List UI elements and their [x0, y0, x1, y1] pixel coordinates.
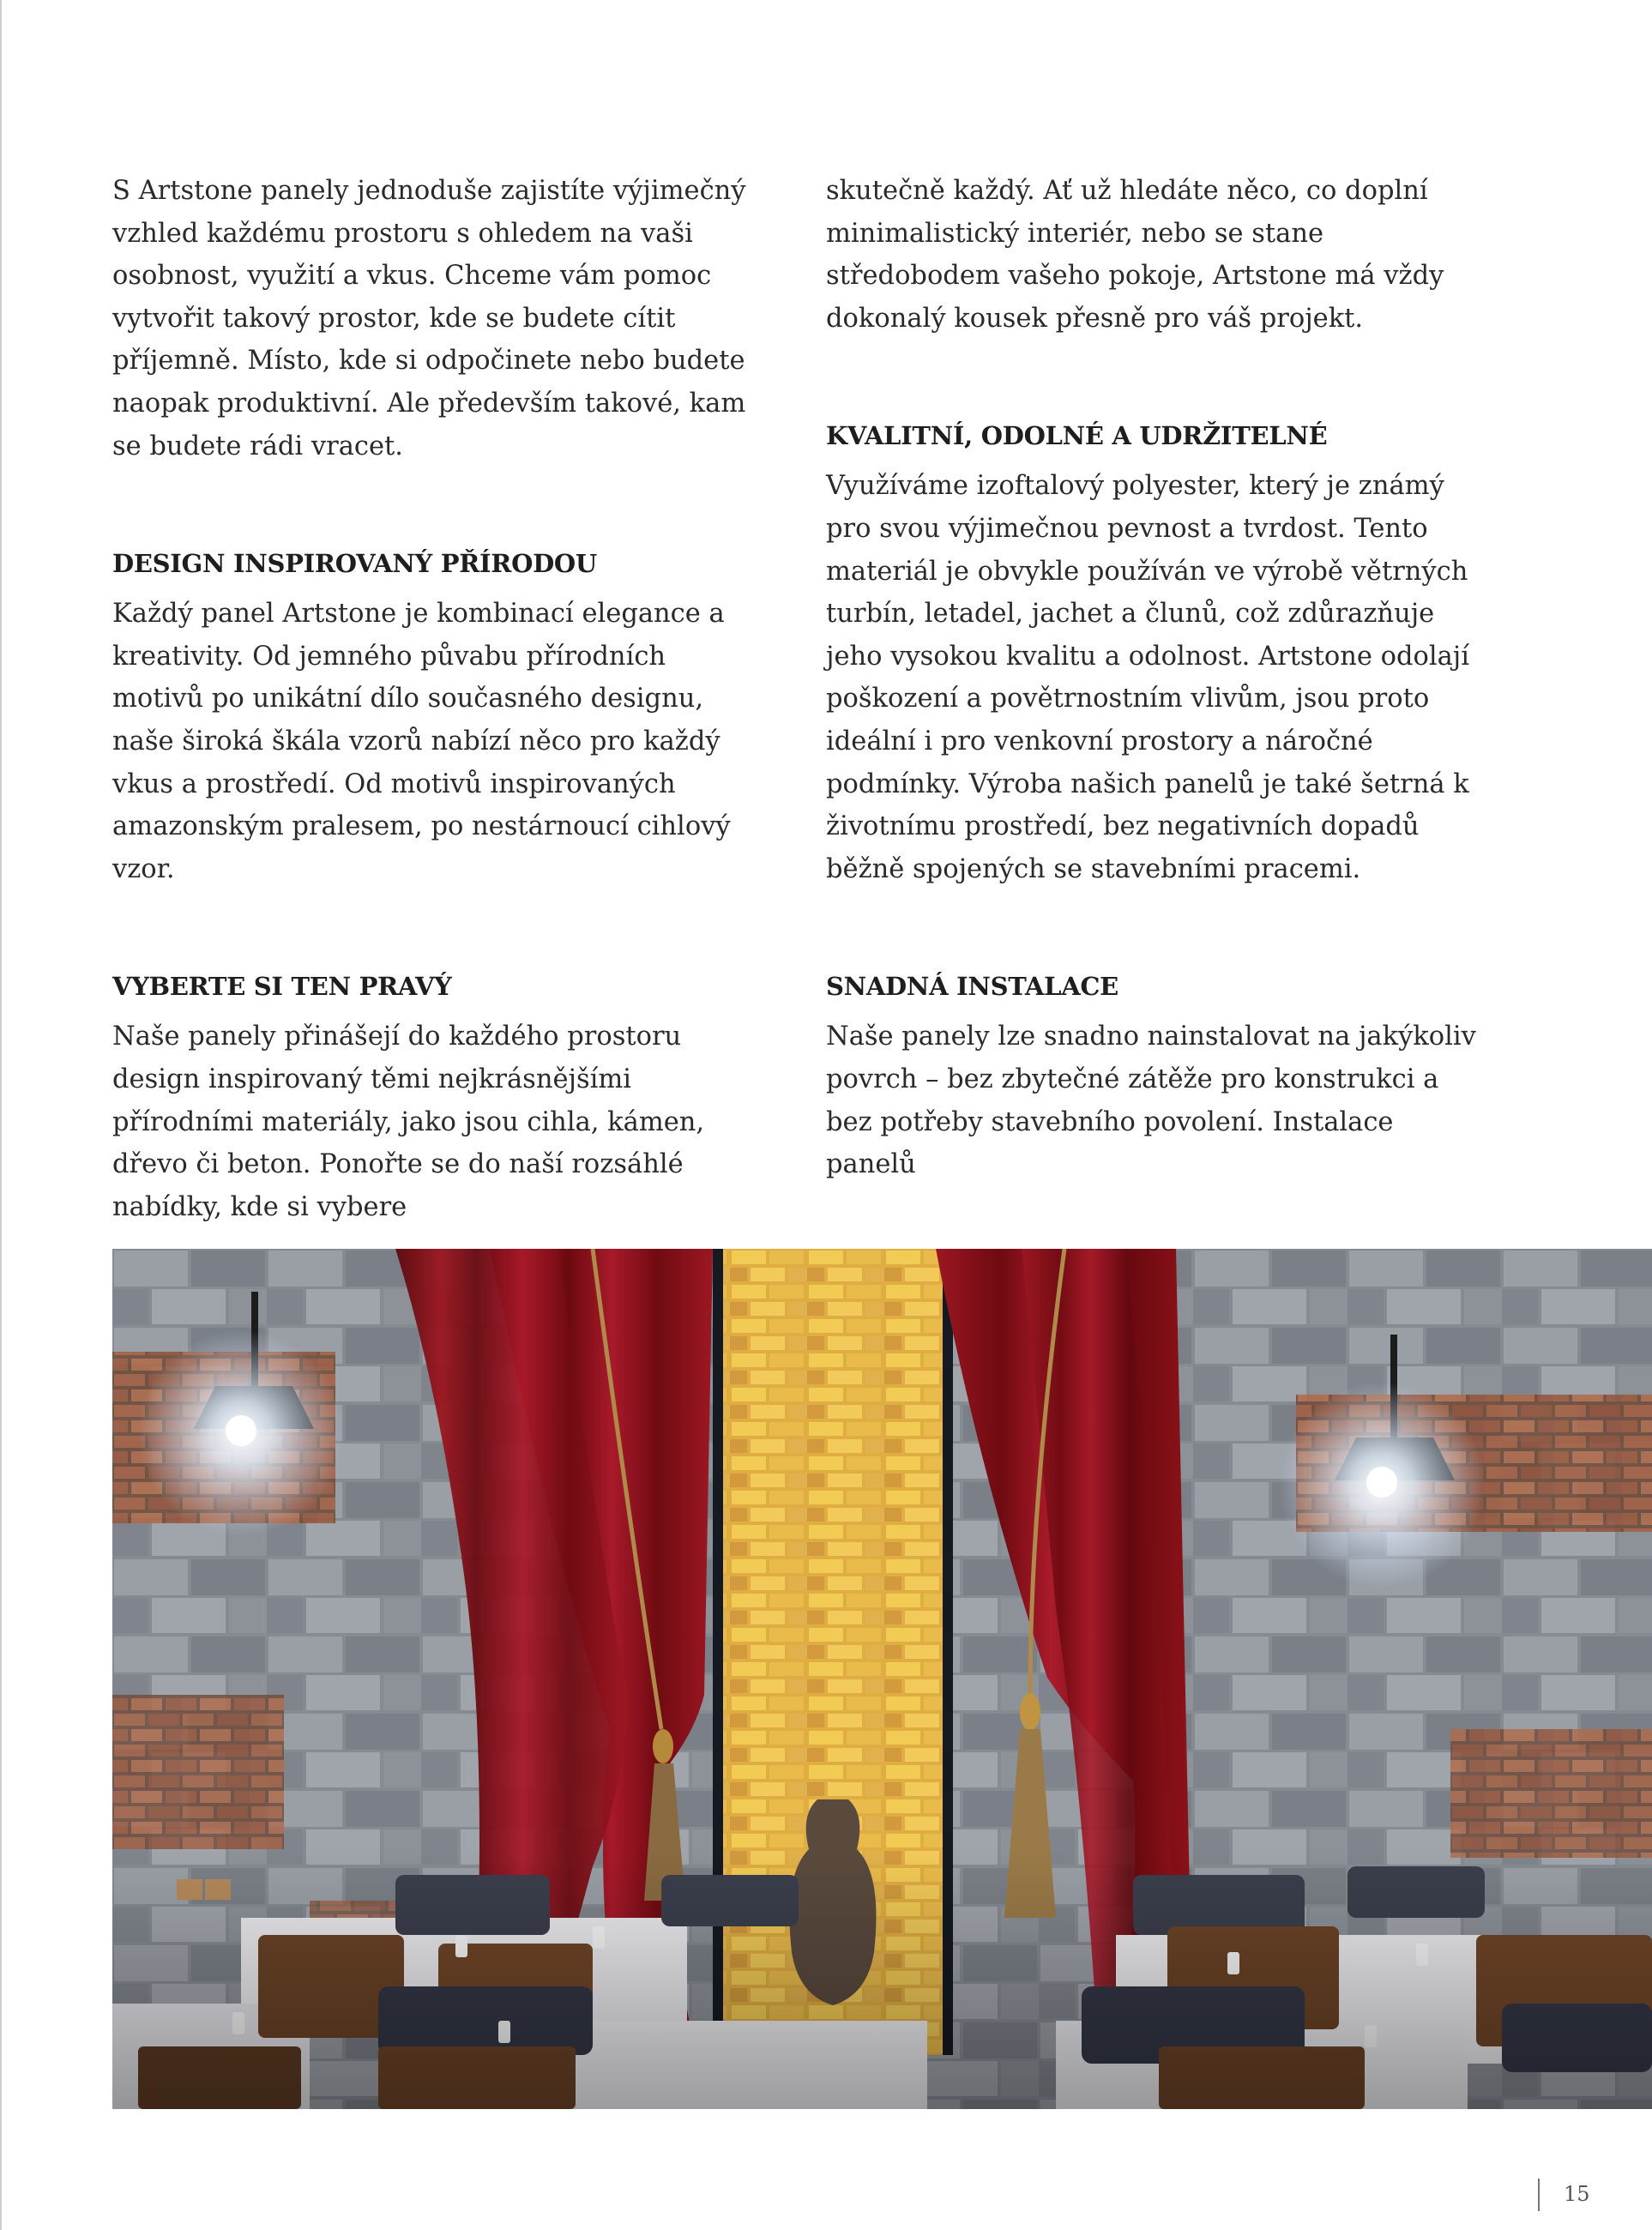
paragraph-continuation: skutečně každý. Ať už hledáte něco, co doplní minimalistický interiér, nebo se stane středobodem vašeho pokoje, Artstone má vždy dokonalý kousek přesně pro váš projekt.: [826, 176, 1444, 334]
page-number-divider: [1538, 2179, 1540, 2211]
heading-design: DESIGN INSPIROVANÝ PŘÍRODOU: [112, 549, 597, 579]
heading-choose: VYBERTE SI TEN PRAVÝ: [112, 972, 452, 1002]
paragraph-choose: Naše panely přinášejí do každého prostoru design inspirovaný těmi nejkrásnějšími přírodními materiály, jako jsou cihla, kámen, dřevo či beton. Ponořte se do naší rozsáhlé nabídky, kde si vybere: [112, 1022, 705, 1222]
intro-paragraph: S Artstone panely jednoduše zajistíte výjimečný vzhled každému prostoru s ohledem na vaši osobnost, využití a vkus. Chceme vám pomoc vytvořit takový prostor, kde se budete cítit příjemně. Místo, kde si odpočinete nebo budete naopak produktivní. Ale především takové, kam se budete rádi vracet.: [112, 176, 746, 461]
restaurant-interior-photo: [112, 1249, 1652, 2109]
right-column: [826, 170, 1478, 1186]
paragraph-design: Každý panel Artstone je kombinací elegance a kreativity. Od jemného půvabu přírodních motivů po unikátní dílo současného designu, naše široká škála vzorů nabízí něco pro každý vkus a prostředí. Od motivů inspirovaných amazonským pralesem, po nestárnoucí cihlový vzor.: [112, 599, 731, 884]
page-number: 15: [1564, 2182, 1590, 2206]
paragraph-quality: Využíváme izoftalový polyester, který je známý pro svou výjimečnou pevnost a tvrdost. Tento materiál je obvykle používán ve výrobě větrných turbín, letadel, jachet a člunů, což zdůrazňuje jeho vysokou kvalitu a odolnost. Artstone odolají poškození a povětrnostním vlivům, jsou proto ideální i pro venkovní prostory a náročné podmínky. Výroba našich panelů je také šetrná k životnímu prostředí, bez negativních dopadů běžně spojených se stavebními pracemi.: [826, 471, 1469, 884]
heading-quality: KVALITNÍ, ODOLNÉ A UDRŽITELNÉ: [826, 421, 1328, 451]
left-column: [112, 170, 764, 1228]
page-edge: [0, 0, 2, 2230]
heading-installation: SNADNÁ INSTALACE: [826, 972, 1118, 1002]
paragraph-installation: Naše panely lze snadno nainstalovat na jakýkoliv povrch – bez zbytečné zátěže pro konstrukci a bez potřeby stavebního povolení. Instalace panelů: [826, 1022, 1476, 1180]
